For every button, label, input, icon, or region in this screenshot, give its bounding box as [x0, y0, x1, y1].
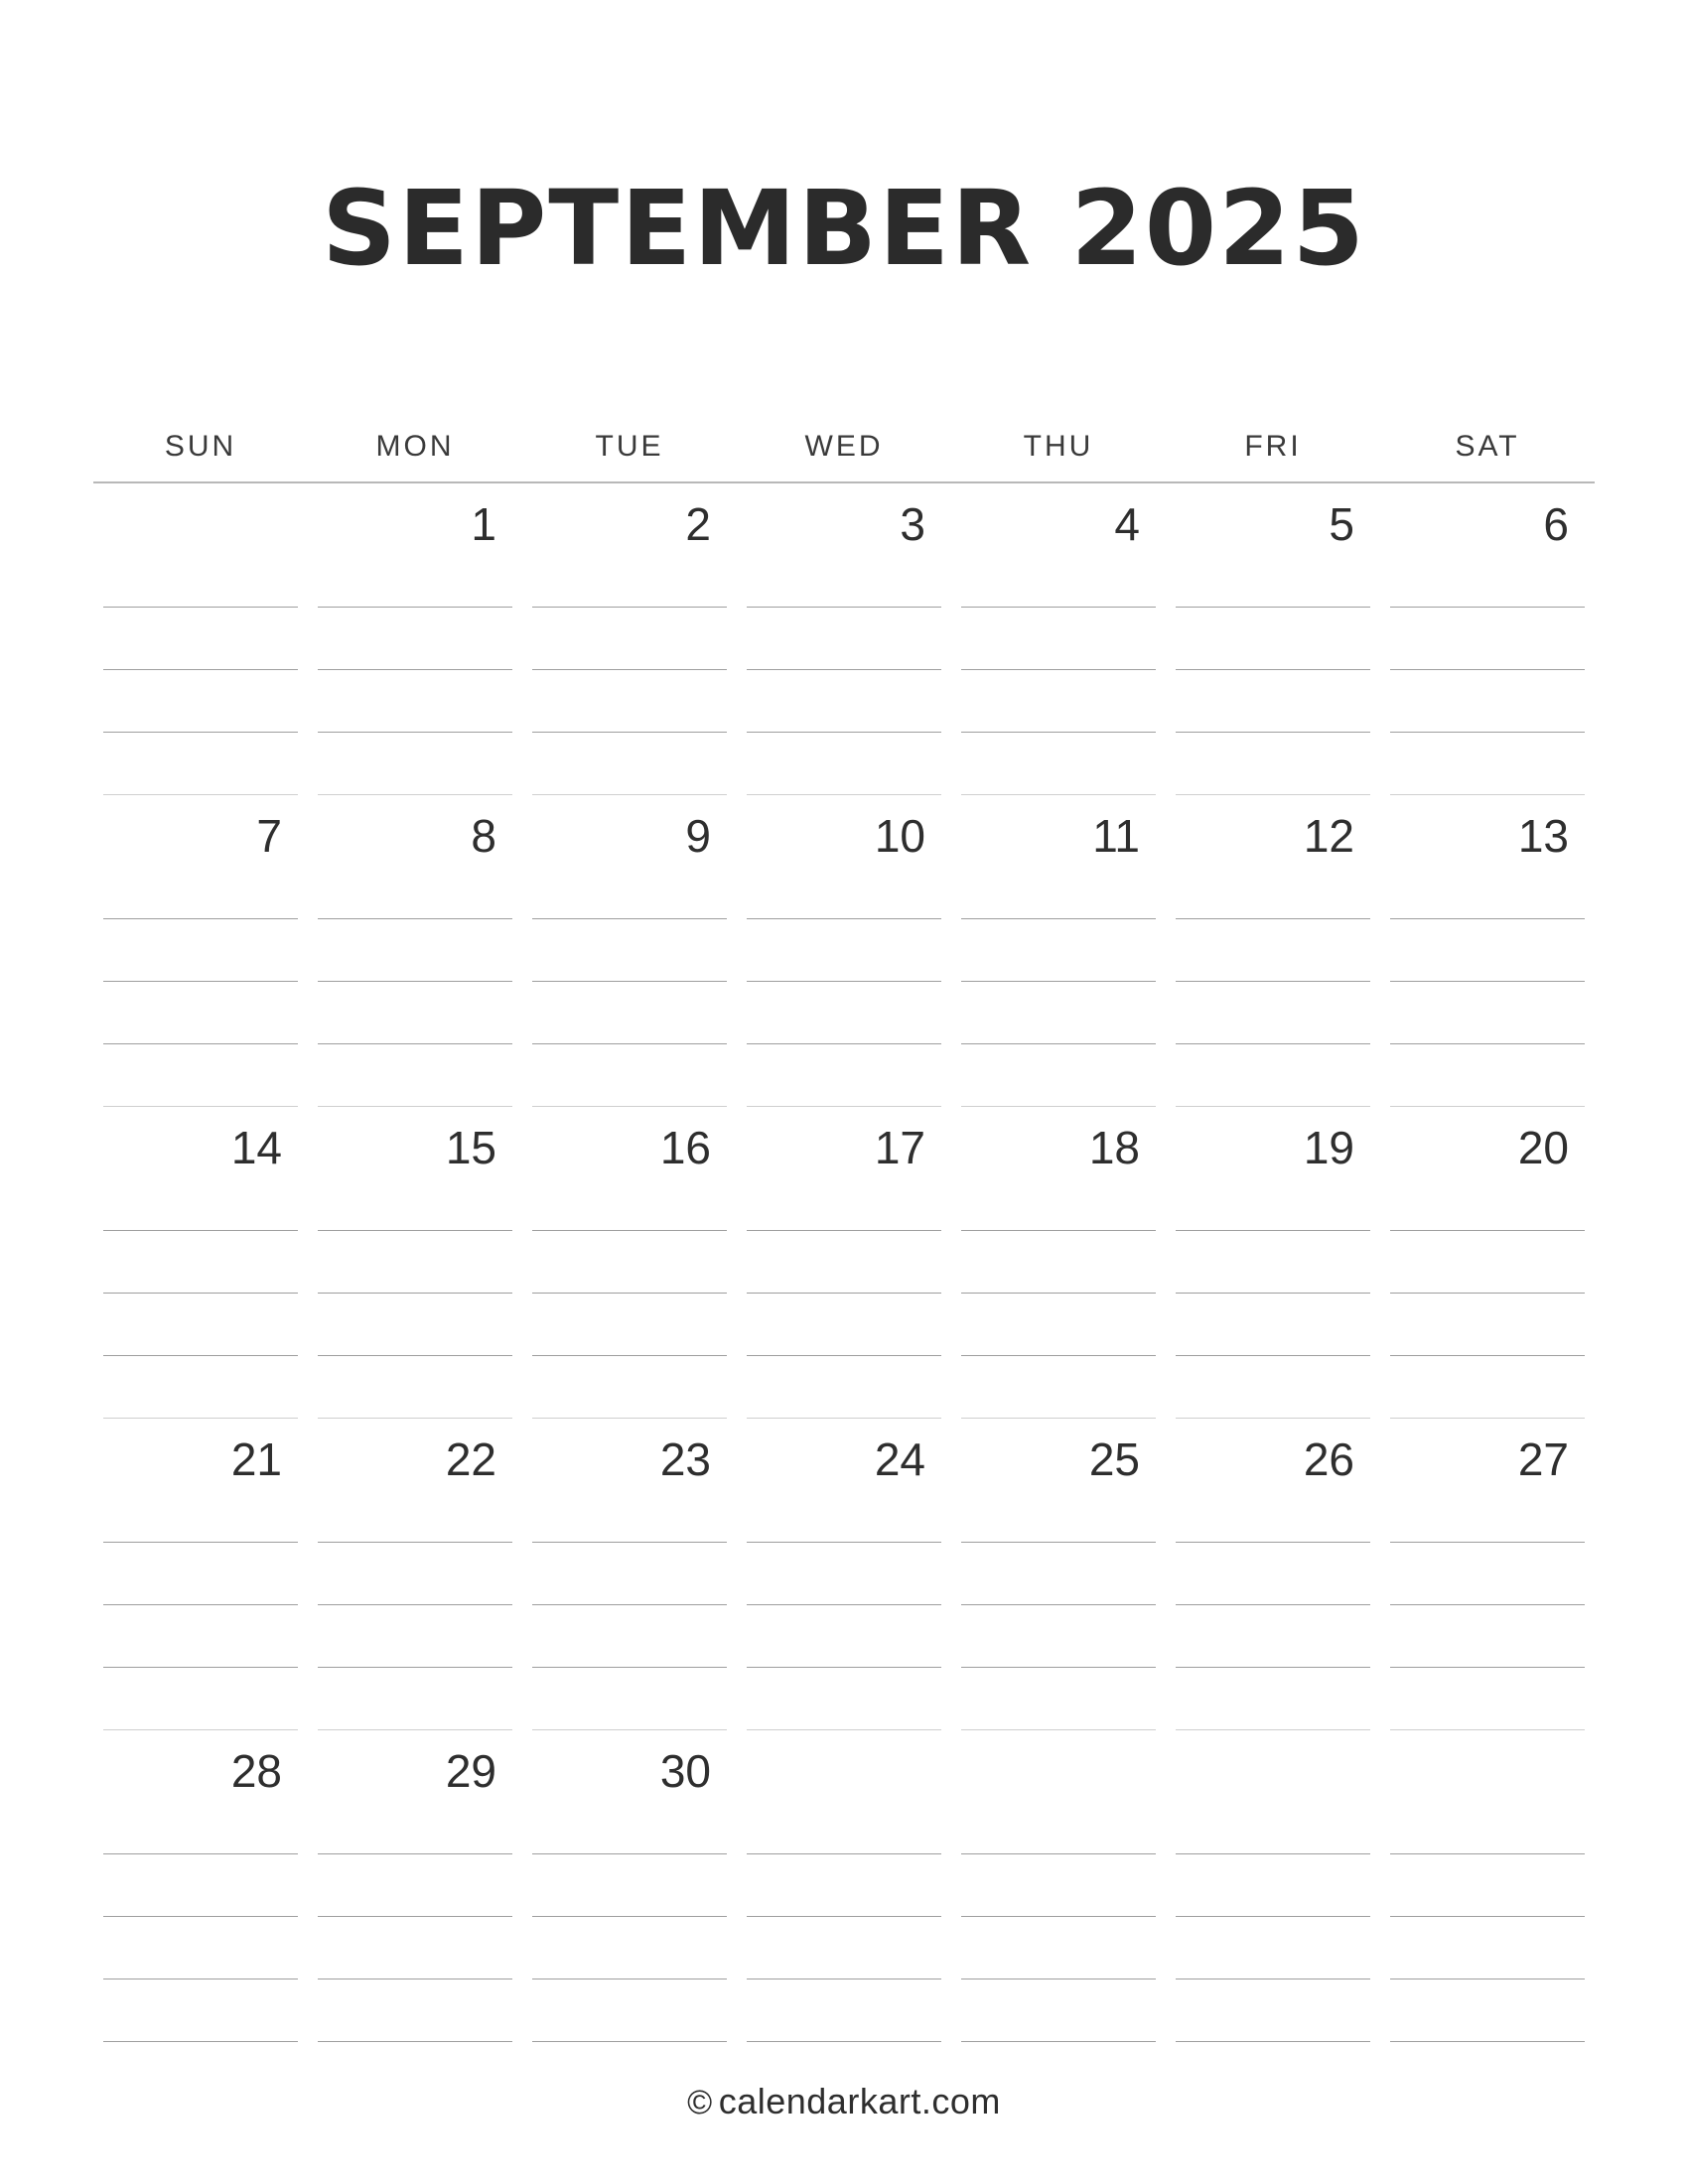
note-line[interactable] [1176, 982, 1370, 1044]
day-number: 25 [1088, 1433, 1140, 1485]
footer-credit [0, 2081, 1688, 2122]
day-cell[interactable] [308, 795, 522, 1107]
note-line[interactable] [318, 1979, 512, 2042]
note-line[interactable] [961, 1605, 1156, 1668]
note-line[interactable] [318, 1480, 512, 1543]
day-cell[interactable] [737, 795, 951, 1107]
day-cell[interactable] [522, 1419, 737, 1730]
note-lines[interactable] [1380, 857, 1595, 1107]
day-cell[interactable] [93, 1730, 308, 2042]
note-line[interactable] [318, 1917, 512, 1979]
note-lines[interactable] [308, 1480, 522, 1730]
note-line[interactable] [961, 608, 1156, 670]
note-line[interactable] [1176, 1792, 1370, 1854]
day-cell[interactable] [522, 482, 737, 795]
note-line[interactable] [1390, 1668, 1585, 1730]
note-line[interactable] [532, 982, 727, 1044]
note-line[interactable] [747, 982, 941, 1044]
note-lines[interactable] [737, 1168, 951, 1419]
note-line[interactable] [103, 545, 298, 608]
day-number: 15 [445, 1122, 496, 1173]
note-line[interactable] [1390, 1168, 1585, 1231]
note-line[interactable] [318, 1668, 512, 1730]
day-cell[interactable] [1166, 1730, 1380, 2042]
calendar-week-row [93, 1419, 1595, 1730]
day-cell[interactable] [1380, 1730, 1595, 2042]
note-lines[interactable] [308, 1168, 522, 1419]
day-number: 13 [1517, 810, 1569, 862]
note-line[interactable] [103, 608, 298, 670]
day-number: 22 [445, 1433, 496, 1485]
note-line[interactable] [747, 733, 941, 795]
note-line[interactable] [747, 1168, 941, 1231]
note-line[interactable] [961, 1854, 1156, 1917]
note-lines[interactable] [93, 1168, 308, 1419]
note-line[interactable] [532, 1605, 727, 1668]
day-cell[interactable] [308, 1419, 522, 1730]
note-line[interactable] [318, 670, 512, 733]
note-line[interactable] [532, 1792, 727, 1854]
note-line[interactable] [318, 1294, 512, 1356]
note-lines[interactable] [951, 545, 1166, 795]
calendar-body [93, 482, 1595, 2042]
day-cell[interactable] [308, 1730, 522, 2042]
day-cell[interactable] [308, 1107, 522, 1419]
day-cell[interactable] [1380, 795, 1595, 1107]
note-line[interactable] [103, 1605, 298, 1668]
note-line[interactable] [961, 733, 1156, 795]
note-line[interactable] [103, 1854, 298, 1917]
note-line[interactable] [747, 1044, 941, 1107]
day-number: 17 [874, 1122, 925, 1173]
weekday-header-thu: THU [1023, 430, 1094, 463]
note-line[interactable] [103, 1480, 298, 1543]
day-number: 3 [900, 498, 925, 550]
note-line[interactable] [747, 1294, 941, 1356]
note-line[interactable] [103, 1044, 298, 1107]
note-line[interactable] [532, 1543, 727, 1605]
note-line[interactable] [961, 1044, 1156, 1107]
day-number [93, 483, 308, 545]
note-line[interactable] [318, 1231, 512, 1294]
note-line[interactable] [318, 857, 512, 919]
note-line[interactable] [961, 670, 1156, 733]
day-number: 5 [1329, 498, 1354, 550]
note-lines[interactable] [522, 1792, 737, 2042]
note-line[interactable] [532, 733, 727, 795]
weekday-header-mon: MON [375, 430, 455, 463]
note-line[interactable] [747, 919, 941, 982]
note-lines[interactable] [522, 857, 737, 1107]
note-line[interactable] [1176, 919, 1370, 982]
note-line[interactable] [1390, 670, 1585, 733]
weekday-header-row [93, 429, 1595, 481]
note-line[interactable] [1176, 1543, 1370, 1605]
note-line[interactable] [532, 1356, 727, 1419]
note-line[interactable] [103, 733, 298, 795]
note-line[interactable] [1390, 1356, 1585, 1419]
note-lines[interactable] [522, 545, 737, 795]
note-line[interactable] [1390, 1792, 1585, 1854]
note-line[interactable] [747, 1792, 941, 1854]
note-line[interactable] [747, 1917, 941, 1979]
day-number [1380, 1730, 1595, 1792]
note-lines[interactable] [522, 1168, 737, 1419]
note-line[interactable] [1390, 1854, 1585, 1917]
note-line[interactable] [103, 1356, 298, 1419]
note-line[interactable] [1390, 1979, 1585, 2042]
note-line[interactable] [1390, 733, 1585, 795]
page-title: SEPTEMBER 2025 [322, 168, 1366, 289]
copyright-icon: © [687, 2084, 713, 2121]
day-cell[interactable] [1380, 482, 1595, 795]
day-cell[interactable] [951, 482, 1166, 795]
note-line[interactable] [532, 670, 727, 733]
weekday-header-tue: TUE [595, 430, 664, 463]
note-lines[interactable] [308, 857, 522, 1107]
day-cell[interactable] [1380, 1107, 1595, 1419]
note-lines[interactable] [1166, 545, 1380, 795]
day-number: 14 [230, 1122, 282, 1173]
note-line[interactable] [532, 857, 727, 919]
note-line[interactable] [1390, 982, 1585, 1044]
note-line[interactable] [961, 982, 1156, 1044]
note-line[interactable] [318, 733, 512, 795]
note-lines[interactable] [951, 1480, 1166, 1730]
note-line[interactable] [532, 608, 727, 670]
note-line[interactable] [1390, 1605, 1585, 1668]
note-line[interactable] [747, 1543, 941, 1605]
note-line[interactable] [747, 1668, 941, 1730]
note-line[interactable] [1176, 1168, 1370, 1231]
note-line[interactable] [318, 545, 512, 608]
day-cell[interactable] [522, 1730, 737, 2042]
note-lines[interactable] [737, 1792, 951, 2042]
day-number [737, 1730, 951, 1792]
note-line[interactable] [1176, 733, 1370, 795]
day-cell[interactable] [951, 1107, 1166, 1419]
note-line[interactable] [961, 1480, 1156, 1543]
day-cell[interactable] [951, 795, 1166, 1107]
note-line[interactable] [532, 1044, 727, 1107]
note-line[interactable] [1390, 857, 1585, 919]
note-line[interactable] [1176, 1231, 1370, 1294]
note-line[interactable] [961, 1294, 1156, 1356]
note-line[interactable] [1176, 1979, 1370, 2042]
day-number: 11 [1092, 810, 1140, 862]
note-line[interactable] [1390, 919, 1585, 982]
day-number: 12 [1303, 810, 1354, 862]
footer-site-label: calendarkart.com [718, 2081, 1001, 2121]
note-line[interactable] [318, 982, 512, 1044]
weekday-header-fri: FRI [1244, 430, 1302, 463]
day-number: 7 [256, 810, 282, 862]
note-line[interactable] [532, 1168, 727, 1231]
day-cell[interactable] [93, 482, 308, 795]
note-line[interactable] [318, 1543, 512, 1605]
note-lines[interactable] [1166, 857, 1380, 1107]
day-number [951, 1730, 1166, 1792]
note-line[interactable] [318, 1168, 512, 1231]
day-cell[interactable] [93, 795, 308, 1107]
note-line[interactable] [961, 1168, 1156, 1231]
note-line[interactable] [961, 1917, 1156, 1979]
day-number: 2 [685, 498, 711, 550]
note-lines[interactable] [93, 857, 308, 1107]
day-cell[interactable] [737, 1730, 951, 2042]
note-line[interactable] [318, 608, 512, 670]
day-number: 24 [874, 1433, 925, 1485]
note-line[interactable] [318, 919, 512, 982]
day-cell[interactable] [93, 1419, 308, 1730]
note-line[interactable] [1176, 608, 1370, 670]
note-lines[interactable] [1380, 1792, 1595, 2042]
note-line[interactable] [1176, 1668, 1370, 1730]
note-line[interactable] [1390, 1543, 1585, 1605]
note-line[interactable] [103, 1168, 298, 1231]
note-lines[interactable] [737, 1480, 951, 1730]
note-line[interactable] [1176, 1917, 1370, 1979]
day-number [1166, 1730, 1380, 1792]
day-cell[interactable] [1166, 1419, 1380, 1730]
note-line[interactable] [318, 1792, 512, 1854]
day-cell[interactable] [522, 1107, 737, 1419]
weekday-header-sun: SUN [164, 430, 237, 463]
note-line[interactable] [961, 1792, 1156, 1854]
day-number: 6 [1543, 498, 1569, 550]
day-cell[interactable] [1380, 1419, 1595, 1730]
note-line[interactable] [747, 1356, 941, 1419]
note-line[interactable] [747, 1480, 941, 1543]
day-number: 27 [1517, 1433, 1569, 1485]
note-line[interactable] [103, 1979, 298, 2042]
note-line[interactable] [103, 670, 298, 733]
note-line[interactable] [532, 1979, 727, 2042]
note-line[interactable] [1390, 545, 1585, 608]
weekday-header-wed: WED [804, 430, 884, 463]
day-number: 30 [659, 1745, 711, 1797]
note-line[interactable] [1176, 1044, 1370, 1107]
note-line[interactable] [1176, 1605, 1370, 1668]
note-line[interactable] [1390, 1294, 1585, 1356]
day-cell[interactable] [737, 482, 951, 795]
calendar-week-row [93, 795, 1595, 1107]
note-line[interactable] [103, 919, 298, 982]
note-line[interactable] [103, 982, 298, 1044]
note-line[interactable] [747, 1605, 941, 1668]
note-line[interactable] [1390, 1231, 1585, 1294]
calendar-week-row [93, 1730, 1595, 2042]
note-lines[interactable] [737, 545, 951, 795]
day-number: 4 [1114, 498, 1140, 550]
note-line[interactable] [961, 919, 1156, 982]
day-number: 10 [874, 810, 925, 862]
weekday-header-sat: SAT [1455, 430, 1520, 463]
note-line[interactable] [747, 670, 941, 733]
note-line[interactable] [1390, 1044, 1585, 1107]
note-line[interactable] [747, 545, 941, 608]
note-line[interactable] [1390, 1480, 1585, 1543]
day-cell[interactable] [93, 1107, 308, 1419]
note-line[interactable] [747, 1854, 941, 1917]
note-lines[interactable] [308, 545, 522, 795]
calendar-week-row [93, 482, 1595, 795]
note-lines[interactable] [1380, 1480, 1595, 1730]
note-lines[interactable] [1380, 545, 1595, 795]
note-line[interactable] [1176, 670, 1370, 733]
note-line[interactable] [1176, 857, 1370, 919]
day-number: 9 [685, 810, 711, 862]
calendar-week-row [93, 1107, 1595, 1419]
note-line[interactable] [103, 1792, 298, 1854]
calendar-table [93, 429, 1595, 2042]
note-line[interactable] [1176, 545, 1370, 608]
day-cell[interactable] [522, 795, 737, 1107]
day-number: 1 [471, 498, 496, 550]
note-line[interactable] [961, 1979, 1156, 2042]
note-lines[interactable] [93, 1792, 308, 2042]
day-number: 18 [1088, 1122, 1140, 1173]
note-line[interactable] [532, 1480, 727, 1543]
note-line[interactable] [747, 857, 941, 919]
note-line[interactable] [1176, 1356, 1370, 1419]
day-number: 20 [1517, 1122, 1569, 1173]
note-lines[interactable] [737, 857, 951, 1107]
note-line[interactable] [747, 1231, 941, 1294]
day-cell[interactable] [1166, 795, 1380, 1107]
note-line[interactable] [961, 545, 1156, 608]
note-lines[interactable] [1166, 1792, 1380, 2042]
note-line[interactable] [103, 1231, 298, 1294]
note-line[interactable] [961, 1356, 1156, 1419]
note-lines[interactable] [1166, 1480, 1380, 1730]
note-line[interactable] [103, 1668, 298, 1730]
note-lines[interactable] [93, 545, 308, 795]
day-number: 29 [445, 1745, 496, 1797]
note-line[interactable] [1176, 1480, 1370, 1543]
note-line[interactable] [103, 1543, 298, 1605]
day-cell[interactable] [1166, 1107, 1380, 1419]
note-line[interactable] [318, 1356, 512, 1419]
note-line[interactable] [103, 857, 298, 919]
note-line[interactable] [532, 1668, 727, 1730]
note-lines[interactable] [951, 1792, 1166, 2042]
note-line[interactable] [532, 1294, 727, 1356]
note-line[interactable] [1390, 1917, 1585, 1979]
note-line[interactable] [1176, 1854, 1370, 1917]
day-number: 21 [230, 1433, 282, 1485]
calendar-grid [93, 429, 1595, 2042]
day-number: 19 [1303, 1122, 1354, 1173]
note-line[interactable] [961, 857, 1156, 919]
note-lines[interactable] [1380, 1168, 1595, 1419]
note-line[interactable] [747, 1979, 941, 2042]
note-lines[interactable] [522, 1480, 737, 1730]
day-number: 28 [230, 1745, 282, 1797]
note-lines[interactable] [1166, 1168, 1380, 1419]
note-line[interactable] [961, 1231, 1156, 1294]
note-line[interactable] [532, 919, 727, 982]
note-line[interactable] [961, 1668, 1156, 1730]
day-cell[interactable] [308, 482, 522, 795]
note-line[interactable] [961, 1543, 1156, 1605]
note-line[interactable] [103, 1294, 298, 1356]
note-line[interactable] [532, 545, 727, 608]
day-cell[interactable] [737, 1107, 951, 1419]
day-number: 8 [471, 810, 496, 862]
note-line[interactable] [103, 1917, 298, 1979]
note-lines[interactable] [951, 1168, 1166, 1419]
note-line[interactable] [1176, 1294, 1370, 1356]
note-line[interactable] [747, 608, 941, 670]
note-line[interactable] [532, 1231, 727, 1294]
day-cell[interactable] [737, 1419, 951, 1730]
note-lines[interactable] [93, 1480, 308, 1730]
note-line[interactable] [532, 1854, 727, 1917]
note-line[interactable] [318, 1605, 512, 1668]
day-number: 16 [659, 1122, 711, 1173]
day-number: 26 [1303, 1433, 1354, 1485]
note-line[interactable] [1390, 608, 1585, 670]
note-line[interactable] [318, 1044, 512, 1107]
day-cell[interactable] [951, 1730, 1166, 2042]
note-line[interactable] [532, 1917, 727, 1979]
note-lines[interactable] [951, 857, 1166, 1107]
note-lines[interactable] [308, 1792, 522, 2042]
day-cell[interactable] [1166, 482, 1380, 795]
note-line[interactable] [318, 1854, 512, 1917]
day-cell[interactable] [951, 1419, 1166, 1730]
day-number: 23 [659, 1433, 711, 1485]
